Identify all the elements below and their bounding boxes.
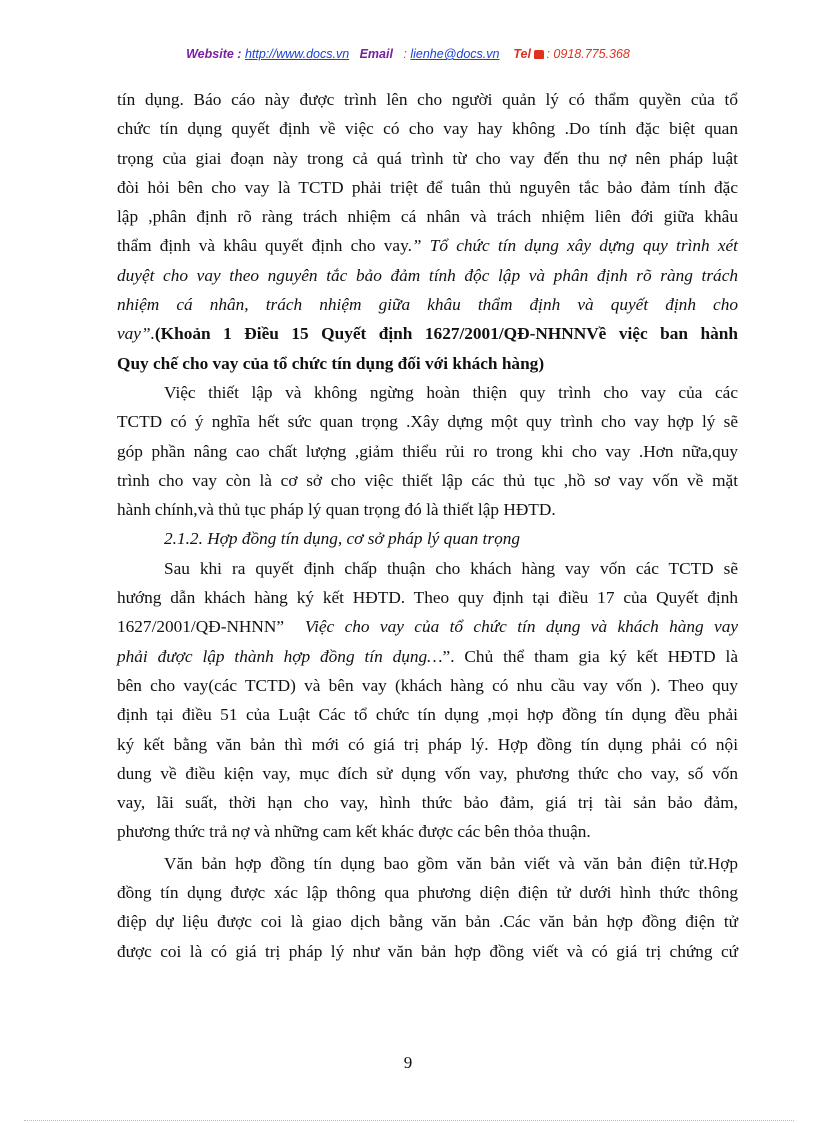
text-line: ký kết bằng văn bản thì mới có giá trị pháp lý. Hợp đồng tín dụng phải có nội: [117, 734, 738, 754]
quote-line: nhiệm cá nhân, trách nhiệm giữa khâu thẩm định và quyết định cho: [117, 295, 738, 315]
text-segment: ”. Chủ thể tham gia ký kết HĐTD là: [442, 646, 738, 666]
text-line: Sau khi ra quyết định chấp thuận cho khách hàng vay vốn các TCTD sẽ: [164, 558, 738, 578]
text-line: vay, lãi suất, thời hạn cho vay, hình thức bảo đảm, giá trị tài sản bảo đảm,: [117, 793, 738, 813]
email-label: Email: [359, 47, 393, 61]
text-line: định tại điều 51 của Luật Các tổ chức tín dụng ,mọi hợp đồng tín dụng đều phải: [117, 705, 738, 725]
tel-label: Tel: [513, 47, 531, 61]
text-line: chức tín dụng quyết định về việc có cho vay hay không .Do tính đặc biệt quan: [117, 119, 738, 139]
text-line: điệp dự liệu được coi là giao dịch bằng văn bản .Các văn bản hợp đồng điện tử: [117, 912, 738, 932]
text-segment: 1627/2001/QĐ-NHNN”: [117, 617, 285, 637]
quote-line: duyệt cho vay theo nguyên tắc bảo đảm tính độc lập và phân định rõ ràng trách: [117, 265, 738, 285]
text-line: trình cho vay còn là cơ sở cho việc thiết lập các thủ tục ,hồ sơ vay vốn về mặt: [117, 470, 738, 490]
phone-icon: [534, 50, 544, 59]
website-label: Website :: [186, 47, 242, 61]
text-line: [117, 612, 738, 641]
text-line: [117, 319, 738, 348]
text-line: đồng tín dụng được xác lập thông qua phương diện điện tử dưới hình thức thông: [117, 883, 738, 903]
citation-segment: (Khoản 1 Điều 15 Quyết định 1627/2001/QĐ-NHNNVề việc ban hành: [154, 324, 738, 344]
text-line: Văn bản hợp đồng tín dụng bao gồm văn bản viết và văn bản điện tử.Hợp: [164, 853, 738, 873]
quote-segment: ” Tổ chức tín dụng xây dựng quy trình xét: [411, 236, 738, 256]
quote-segment: phải được lập thành hợp đồng tín dụng…: [117, 646, 443, 666]
quote-segment: vay”.: [117, 324, 155, 344]
page-number: 9: [403, 1053, 413, 1072]
text-line: hướng dẫn khách hàng ký kết HĐTD. Theo quy định tại điều 17 của Quyết định: [117, 588, 738, 608]
text-line: trọng của giai đoạn này trong cả quá trình từ cho vay đến thu nợ nên pháp luật: [117, 148, 738, 168]
text-line: dung về điều kiện vay, mục đích sử dụng vốn vay, phương thức cho vay, số vốn: [117, 763, 738, 783]
text-line: bên cho vay(các TCTD) và bên vay (khách hàng có nhu cầu vay vốn ). Theo quy: [117, 675, 738, 695]
website-link[interactable]: http://www.docs.vn: [244, 47, 350, 61]
quote-segment: Việc cho vay của tổ chức tín dụng và khách hàng vay: [304, 617, 739, 637]
tel-value: : 0918.775.368: [546, 47, 630, 61]
text-line: TCTD có ý nghĩa hết sức quan trọng .Xây dựng một quy trình cho vay hợp lý sẽ: [117, 412, 738, 432]
text-line: [117, 642, 738, 671]
email-colon: :: [403, 47, 407, 61]
section-heading: 2.1.2. Hợp đồng tín dụng, cơ sở pháp lý quan trọng: [164, 529, 521, 549]
document-body: [117, 85, 738, 966]
email-link[interactable]: lienhe@docs.vn: [410, 47, 500, 61]
text-line: đòi hỏi bên cho vay là TCTD phải triệt để tuân thủ nguyên tắc bảo đảm tính đặc: [117, 177, 738, 197]
text-line: phương thức trả nợ và những cam kết khác được các bên thỏa thuận.: [117, 822, 591, 842]
text-line: Việc thiết lập và không ngừng hoàn thiện quy trình cho vay của các: [164, 382, 738, 402]
text-segment: thẩm định và khâu quyết định cho vay.: [117, 236, 412, 256]
text-line: tín dụng. Báo cáo này được trình lên cho người quản lý có thẩm quyền của tổ: [117, 90, 738, 109]
citation-line: Quy chế cho vay của tổ chức tín dụng đối với khách hàng): [117, 353, 545, 373]
text-line: góp phần nâng cao chất lượng ,giảm thiểu rủi ro trong khi cho vay .Hơn nữa,quy: [117, 441, 738, 461]
text-line: [117, 231, 738, 260]
footer-divider: [24, 1120, 794, 1121]
text-line: lập ,phân định rõ ràng trách nhiệm cá nhân và trách nhiệm liên đới giữa khâu: [117, 207, 738, 227]
text-line: hành chính,và thủ tục pháp lý quan trọng đó là thiết lập HĐTD.: [117, 500, 556, 520]
page-header: [0, 47, 816, 61]
text-line: được coi là có giá trị pháp lý như văn bản hợp đồng viết và có giá trị chứng cứ: [117, 941, 738, 961]
